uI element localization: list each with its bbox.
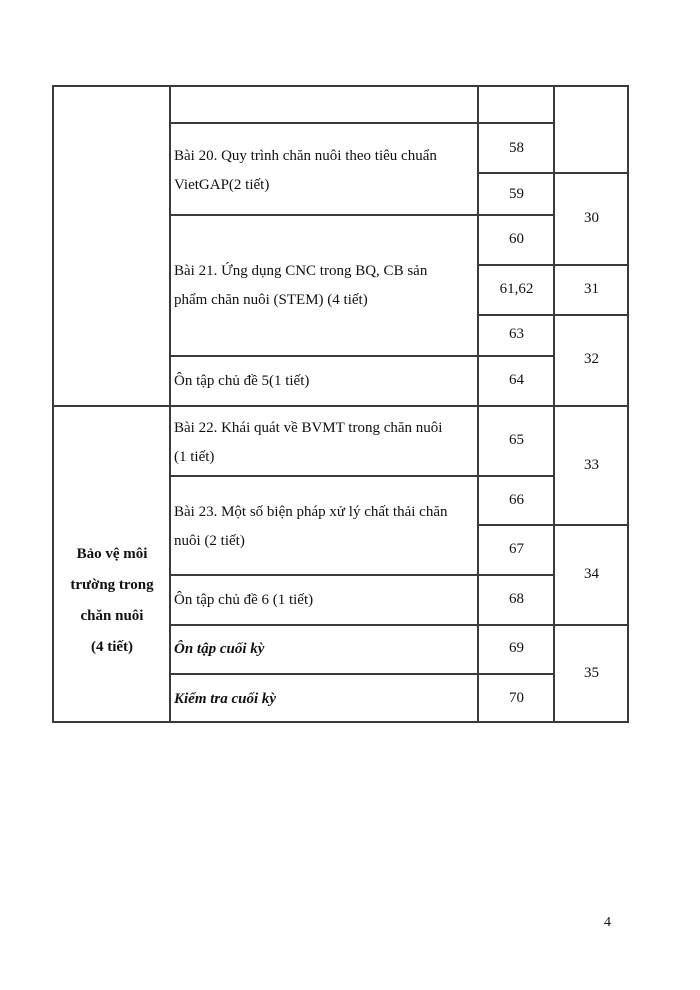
grid-line — [477, 673, 555, 675]
grid-line — [169, 85, 171, 723]
period-65: 65 — [509, 432, 524, 448]
topic-6-line: trường trong — [70, 577, 154, 593]
grid-line — [52, 721, 629, 723]
grid-line — [553, 314, 629, 316]
grid-line — [52, 405, 629, 407]
lesson-line: Ôn tập chủ đề 5(1 tiết) — [174, 373, 310, 389]
lesson-bai-20 — [174, 141, 476, 200]
grid-line — [553, 172, 629, 174]
lesson-line: nuôi (2 tiết) — [174, 533, 245, 549]
lesson-line: Bài 21. Ứng dụng CNC trong BQ, CB sản — [174, 263, 428, 279]
period-60: 60 — [509, 231, 524, 247]
lesson-kiem-tra-cuoi-ky — [174, 684, 476, 714]
period-64: 64 — [509, 372, 524, 388]
grid-line — [169, 475, 479, 477]
page-number: 4 — [604, 915, 611, 930]
period-58: 58 — [509, 140, 524, 156]
lesson-line: Bài 22. Khái quát về BVMT trong chăn nuôi — [174, 420, 443, 436]
topic-6-cell — [56, 539, 168, 663]
grid-line — [553, 264, 629, 266]
period-68: 68 — [509, 591, 524, 607]
grid-line — [477, 172, 555, 174]
grid-line — [477, 355, 555, 357]
lesson-on-tap-cuoi-ky — [174, 634, 476, 664]
grid-line — [627, 85, 629, 723]
week-34: 34 — [584, 566, 599, 582]
grid-line — [553, 624, 629, 626]
period-66: 66 — [509, 492, 524, 508]
grid-line — [169, 624, 479, 626]
lesson-line: Bài 20. Quy trình chăn nuôi theo tiêu chuẩn — [174, 148, 437, 164]
period-61-62: 61,62 — [499, 281, 534, 297]
lesson-line: phẩm chăn nuôi (STEM) (4 tiết) — [174, 292, 368, 308]
grid-line — [477, 475, 555, 477]
period-70: 70 — [509, 690, 524, 706]
grid-line — [477, 624, 555, 626]
lesson-line: Kiểm tra cuối kỳ — [174, 691, 277, 707]
grid-line — [169, 122, 555, 124]
topic-6-line: Bảo vệ môi — [76, 546, 148, 562]
topic-6-line: (4 tiết) — [90, 639, 134, 655]
lesson-line: VietGAP(2 tiết) — [174, 177, 270, 193]
period-59: 59 — [509, 186, 524, 202]
week-33: 33 — [584, 457, 599, 473]
week-30: 30 — [584, 210, 599, 226]
period-63: 63 — [509, 326, 524, 342]
grid-line — [553, 85, 555, 723]
lesson-on-tap-6 — [174, 585, 476, 615]
lesson-line: Ôn tập cuối kỳ — [174, 641, 265, 657]
grid-line — [477, 574, 555, 576]
grid-line — [169, 355, 479, 357]
lesson-line: Bài 23. Một số biện pháp xử lý chất thải chăn — [174, 504, 448, 520]
period-67: 67 — [509, 541, 524, 557]
lesson-on-tap-5 — [174, 366, 476, 396]
period-69: 69 — [509, 640, 524, 656]
lesson-bai-21 — [174, 256, 476, 315]
grid-line — [169, 574, 479, 576]
week-35: 35 — [584, 665, 599, 681]
week-31: 31 — [584, 281, 599, 297]
topic-6-line: chăn nuôi — [80, 608, 144, 624]
grid-line — [477, 85, 479, 723]
grid-line — [169, 673, 479, 675]
lesson-bai-22 — [174, 413, 476, 472]
grid-line — [169, 214, 479, 216]
grid-line — [52, 85, 54, 723]
grid-line — [477, 214, 555, 216]
grid-line — [477, 264, 555, 266]
grid-line — [553, 524, 629, 526]
grid-line — [477, 524, 555, 526]
week-32: 32 — [584, 351, 599, 367]
grid-line — [477, 314, 555, 316]
grid-line — [52, 85, 629, 87]
lesson-line: (1 tiết) — [174, 449, 215, 465]
lesson-line: Ôn tập chủ đề 6 (1 tiết) — [174, 592, 314, 608]
lesson-bai-23 — [174, 497, 476, 556]
